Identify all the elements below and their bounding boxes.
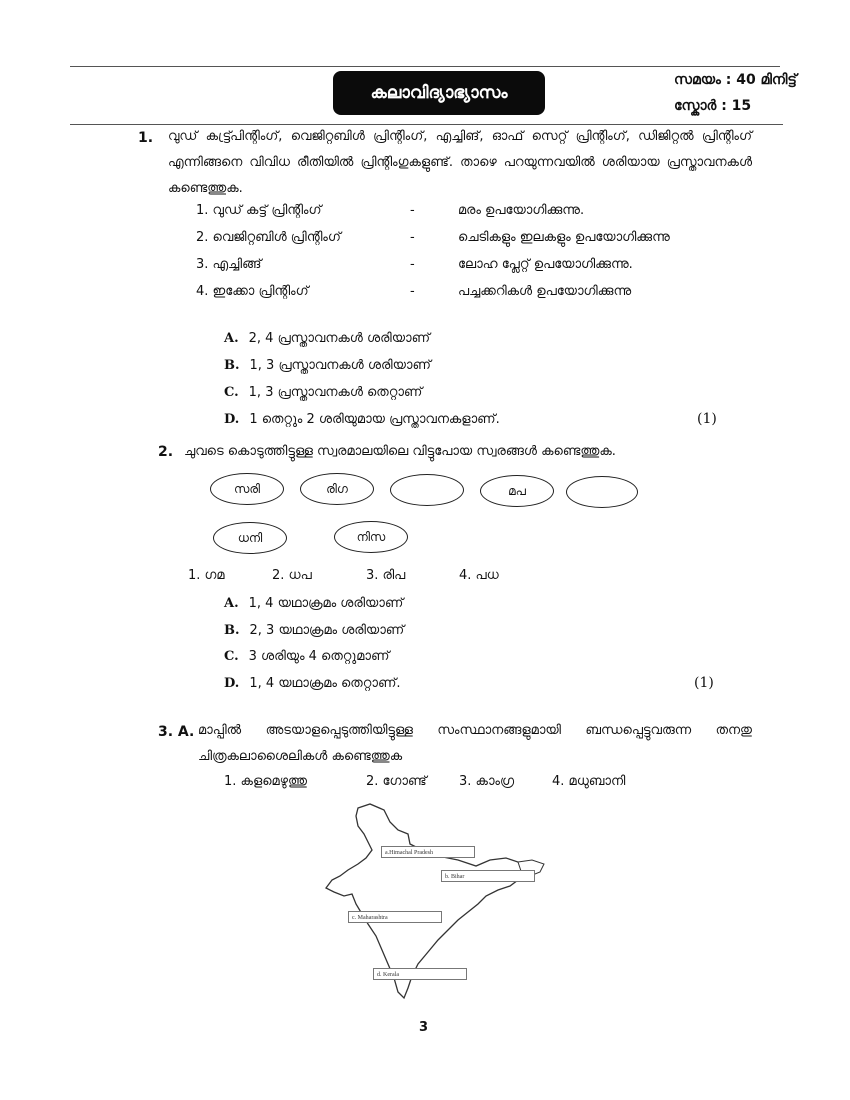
option-text: 2, 4 പ്രസ്താവനകൾ ശരിയാണ് xyxy=(248,331,430,346)
svara-oval: സരി xyxy=(210,473,284,505)
q2-option-d[interactable] xyxy=(224,671,400,697)
q1-option-a[interactable] xyxy=(224,326,430,352)
option-letter: B. xyxy=(224,358,240,373)
q3-choice: 2. ഗോണ്ട് xyxy=(366,774,427,789)
q3-choice: 3. കാംഗ്ര xyxy=(459,774,515,789)
q2-choice: 3. രിപ xyxy=(366,568,406,583)
q1-pair-dash: - xyxy=(410,284,415,299)
q1-pair-value: ചെടികളും ഇലകളും ഉപയോഗിക്കുന്നു xyxy=(458,230,670,245)
q2-text: ചുവടെ കൊടുത്തിട്ടുള്ള സ്വരമാലയിലെ വിട്ടുപോയ സ്വരങ്ങൾ കണ്ടെത്തുക. xyxy=(184,444,616,459)
option-letter: A. xyxy=(224,596,239,611)
page-number: 3 xyxy=(419,1020,429,1035)
q1-pair-label: 2. വെജിറ്റബിൾ പ്രിന്റിംഗ് xyxy=(196,230,341,245)
q1-mark: (1) xyxy=(697,411,717,427)
option-text: 1, 4 യഥാക്രമം ശരിയാണ് xyxy=(248,596,404,611)
q2-option-a[interactable] xyxy=(224,591,403,617)
q2-choice: 4. പധ xyxy=(459,568,499,583)
q1-option-d[interactable] xyxy=(224,407,500,433)
q1-pair-value: മരം ഉപയോഗിക്കുന്നു. xyxy=(458,203,585,218)
header-top-rule xyxy=(70,66,780,67)
svara-oval: മപ xyxy=(480,475,554,507)
map-label-bihar: b. Bihar xyxy=(441,870,535,882)
page-title: കലാവിദ്യാഭ്യാസം xyxy=(333,71,545,115)
q1-pair-label: 4. ഇക്കോ പ്രിന്റിംഗ് xyxy=(196,284,309,299)
option-text: 2, 3 യഥാക്രമം ശരിയാണ് xyxy=(249,623,405,638)
q1-pair-label: 3. എച്ചിങ്ങ് xyxy=(196,257,262,272)
svara-oval: ധനി xyxy=(213,522,287,554)
option-letter: C. xyxy=(224,385,239,400)
q1-option-c[interactable] xyxy=(224,380,422,406)
q3-text: മാപ്പിൽ അടയാളപ്പെടുത്തിയിട്ടുള്ള സംസ്ഥാനങ്ങളുമായി ബന്ധപ്പെട്ടുവരുന്ന തനതു ചിത്രകലാശൈലികൾ കണ്ടെത്തുക xyxy=(198,723,752,764)
option-letter: A. xyxy=(224,331,239,346)
q1-pair-label: 1. വുഡ് കട്ട് പ്രിന്റിംഗ് xyxy=(196,203,322,218)
option-text: 1, 3 പ്രസ്താവനകൾ തെറ്റാണ് xyxy=(248,385,423,400)
time-label: സമയം : 40 മിനിട്ട് xyxy=(674,72,797,88)
q1-option-b[interactable] xyxy=(224,353,431,379)
map-label-himachal: a.Himachal Pradesh xyxy=(381,846,475,858)
option-text: 1, 3 പ്രസ്താവനകൾ ശരിയാണ് xyxy=(249,358,431,373)
q1-pair-value: പച്ചക്കറികൾ ഉപയോഗിക്കുന്നു xyxy=(458,284,632,299)
option-letter: D. xyxy=(224,676,240,691)
svara-oval: രിഗ xyxy=(300,473,374,505)
q1-text: വുഡ് കട്ട്പ്രിന്റിംഗ്, വെജിറ്റബിൾ പ്രിന്റിംഗ്, എച്ചിങ്, ഓഫ് സെറ്റ് പ്രിന്റിംഗ്, ഡിജിറ്റൽ പ്രിന്റിംഗ് എന്നിങ്ങനെ വിവിധ രീതിയിൽ പ്രിന്റിംഗുകളുണ്ട്. താഴെ പറയുന്നവയിൽ ശരിയായ പ്രസ്താവനകൾ കണ്ടെത്തുക. xyxy=(168,129,752,196)
svara-oval-blank[interactable] xyxy=(390,474,464,506)
option-letter: B. xyxy=(224,623,240,638)
q1-pair-dash: - xyxy=(410,203,415,218)
q1-pair-dash: - xyxy=(410,257,415,272)
q2-number: 2. xyxy=(158,444,174,460)
option-text: 1 തെറ്റും 2 ശരിയുമായ പ്രസ്താവനകളാണ്. xyxy=(249,412,500,427)
option-letter: C. xyxy=(224,649,239,664)
option-text: 1, 4 യഥാക്രമം തെറ്റാണ്. xyxy=(249,676,401,691)
svara-oval: നിസ xyxy=(334,521,408,553)
q2-mark: (1) xyxy=(694,675,714,691)
q3-number: 3. A. xyxy=(158,724,195,740)
q2-choice: 1. ഗമ xyxy=(188,568,225,583)
score-label: സ്കോർ : 15 xyxy=(674,98,752,114)
svara-oval-blank[interactable] xyxy=(566,476,638,508)
q1-number: 1. xyxy=(138,130,154,146)
q3-choice: 1. കളമെഴുത്തു xyxy=(224,774,307,789)
q2-option-c[interactable] xyxy=(224,644,389,670)
option-letter: D. xyxy=(224,412,240,427)
map-label-kerala: d. Kerala xyxy=(373,968,467,980)
option-text: 3 ശരിയും 4 തെറ്റുമാണ് xyxy=(248,649,390,664)
map-label-maharashtra: c. Maharashtra xyxy=(348,911,442,923)
q1-pair-dash: - xyxy=(410,230,415,245)
q3-choice: 4. മധുബാനി xyxy=(552,774,626,789)
q2-option-b[interactable] xyxy=(224,618,404,644)
q2-choice: 2. ധപ xyxy=(272,568,312,583)
q1-pair-value: ലോഹ പ്ലേറ്റ് ഉപയോഗിക്കുന്നു. xyxy=(458,257,633,272)
